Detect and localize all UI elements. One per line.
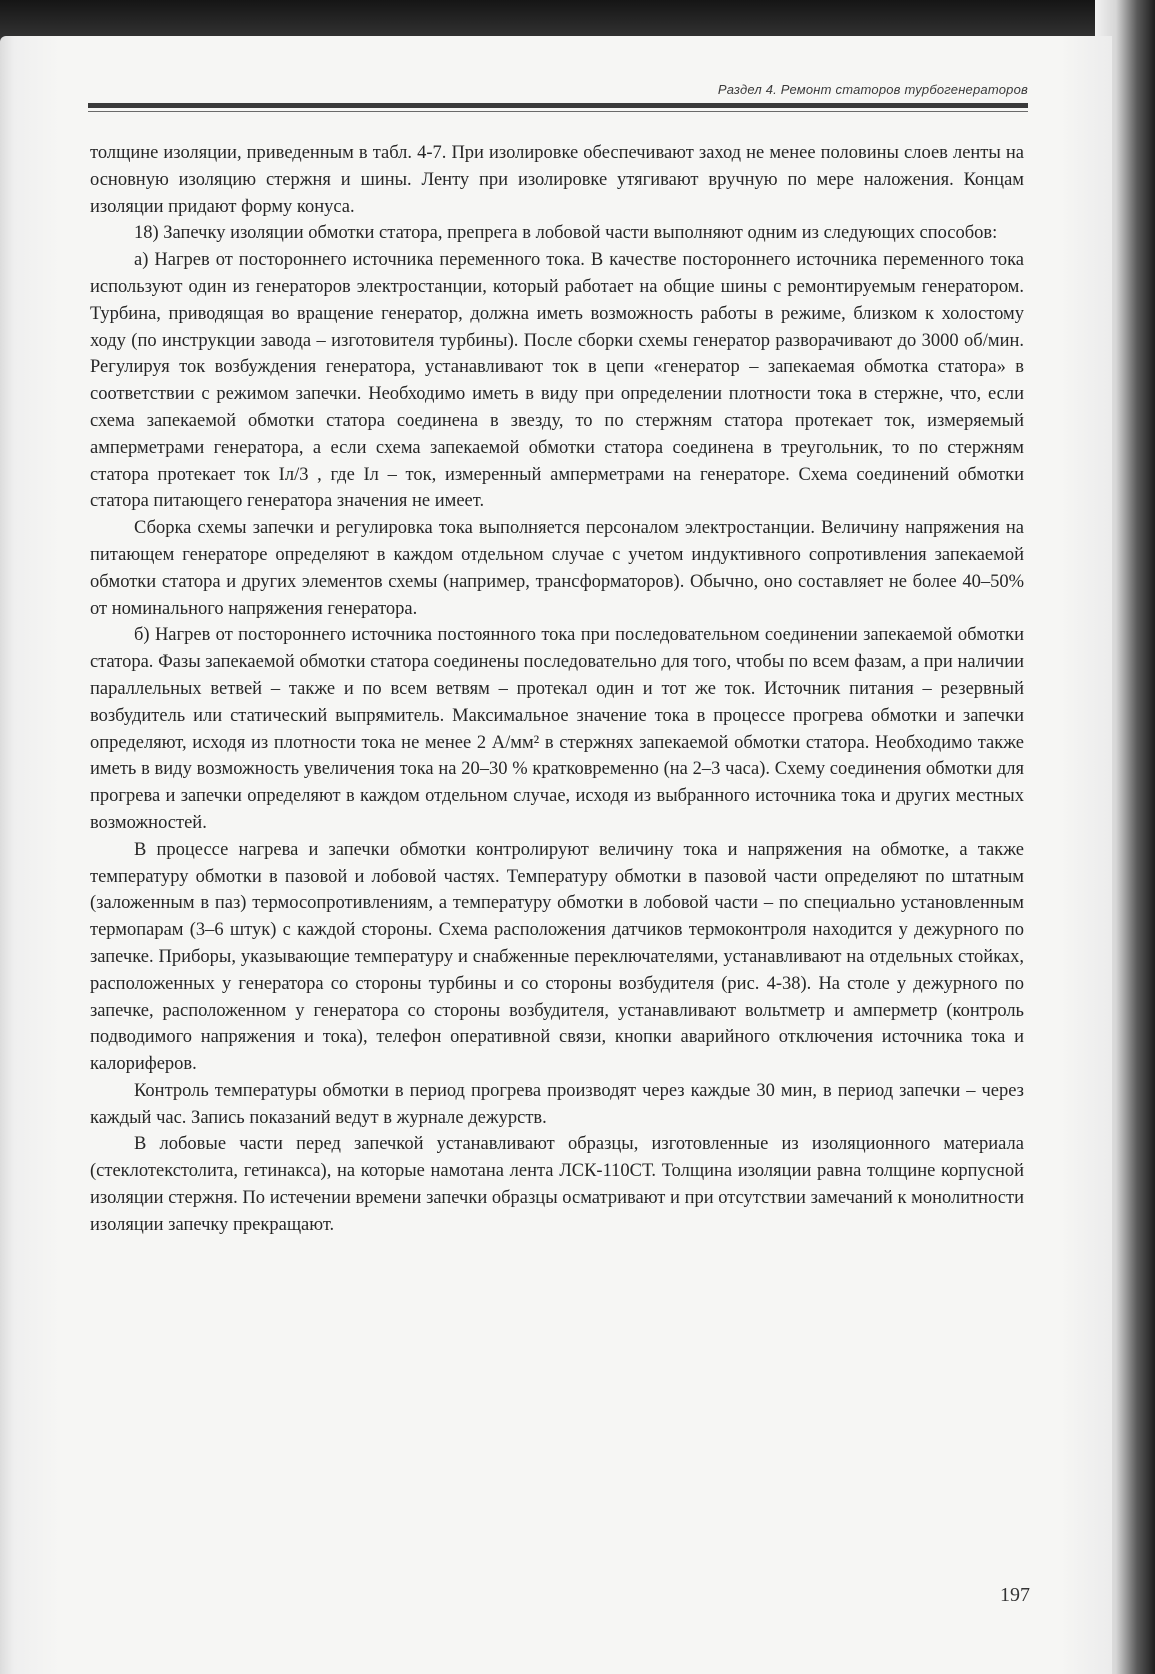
paragraph-samples: В лобовые части перед запечкой устанавливают образцы, изготовленные из изоляционного материала (стеклотекстолита, гетинакса), на которые намотана лента ЛСК-110СТ. Толщина изоляции равна толщине корпусной изоляции стержня. По истечении времени запечки образцы осматривают и при отсутствии замечаний к монолитности изоляции запечку прекращают.	[90, 1134, 1024, 1235]
page-number: 197	[1000, 1584, 1030, 1606]
header-rule-thin	[88, 111, 1028, 112]
paragraph-item-18: 18) Запечку изоляции обмотки статора, препрега в лобовой части выполняют одним из следующих способов:	[134, 223, 998, 244]
header-rule-thick	[88, 103, 1028, 108]
paragraph-assembly: Сборка схемы запечки и регулировка тока выполняется персоналом электростанции. Величину напряжения на питающем генераторе определяют в каждом отдельном случае с учетом индуктивного сопротивления запекаемой обмотки статора и других элементов схемы (например, трансформаторов). Обычно, оно составляет не более 40–50% от номинального напряжения генератора.	[90, 518, 1024, 619]
paragraph-method-a: а) Нагрев от постороннего источника переменного тока. В качестве постороннего источника переменного тока используют один из генераторов электростанции, который работает на общие шины с ремонтируемым генератором. Турбина, приводящая во вращение генератор, должна иметь возможность работы в режиме, близком к холостому ходу (по инструкции завода – изготовителя турбины). После сборки схемы генератор разворачивают до 3000 об/мин. Регулируя ток возбуждения генератора, устанавливают ток в цепи «генератор – запекаемая обмотка статора» в соответствии с режимом запечки. Необходимо иметь в виду при определении плотности тока в стержне, что, если схема запекаемой обмотки статора соединена в звезду, то по стержням статора протекает ток, измеряемый амперметрами генератора, а если схема запекаемой обмотки статора соединена в треугольник, то по стержням статора протекает ток Iл/3 , где Iл – ток, измеренный амперметрами на генераторе. Схема соединений обмотки статора питающего генератора значения не имеет.	[90, 250, 1024, 512]
running-header: Раздел 4. Ремонт статоров турбогенераторов	[717, 82, 1028, 97]
body-text	[90, 140, 1024, 1239]
paragraph-method-b: б) Нагрев от постороннего источника постоянного тока при последовательном соединении запекаемой обмотки статора. Фазы запекаемой обмотки статора соединены последовательно для того, чтобы по всем фазам, а при наличии параллельных ветвей – также и по всем ветвям – протекал один и тот же ток. Источник питания – резервный возбудитель или статический выпрямитель. Максимальное значение тока в процессе прогрева обмотки и запечки определяют, исходя из плотности тока не менее 2 А/мм² в стержнях запекаемой обмотки статора. Необходимо также иметь в виду возможность увеличения тока на 20–30 % кратковременно (на 2–3 часа). Схему соединения обмотки для прогрева и запечки определяют в каждом отдельном случае, исходя из выбранного источника тока и других местных возможностей.	[90, 625, 1024, 833]
paragraph-continuation: толщине изоляции, приведенным в табл. 4-7. При изолировке обеспечивают заход не менее половины слоев ленты на основную изоляцию стержня и шины. Ленту при изолировке утягивают вручную по мере наложения. Концам изоляции придают форму конуса.	[90, 143, 1024, 217]
paragraph-temperature-control: Контроль температуры обмотки в период прогрева производят через каждые 30 мин, в период запечки – через каждый час. Запись показаний ведут в журнале дежурств.	[90, 1080, 1024, 1128]
paragraph-monitoring: В процессе нагрева и запечки обмотки контролируют величину тока и напряжения на обмотке, а также температуру обмотки в пазовой и лобовой частях. Температуру обмотки в пазовой части определяют по штатным (заложенным в паз) термосопротивлениям, а температуру обмотки в лобовой части – по специально установленным термопарам (3–6 штук) с каждой стороны. Схема расположения датчиков термоконтроля находится у дежурного по запечке. Приборы, указывающие температуру и снабженные переключателями, устанавливают на отдельных стойках, расположенных у генератора со стороны турбины и со стороны возбудителя (рис. 4-38). На столе у дежурного по запечке, расположенном у генератора со стороны возбудителя, устанавливают вольтметр и амперметр (контроль подводимого напряжения и тока), телефон оперативной связи, кнопки аварийного отключения источника тока и калориферов.	[90, 839, 1024, 1075]
